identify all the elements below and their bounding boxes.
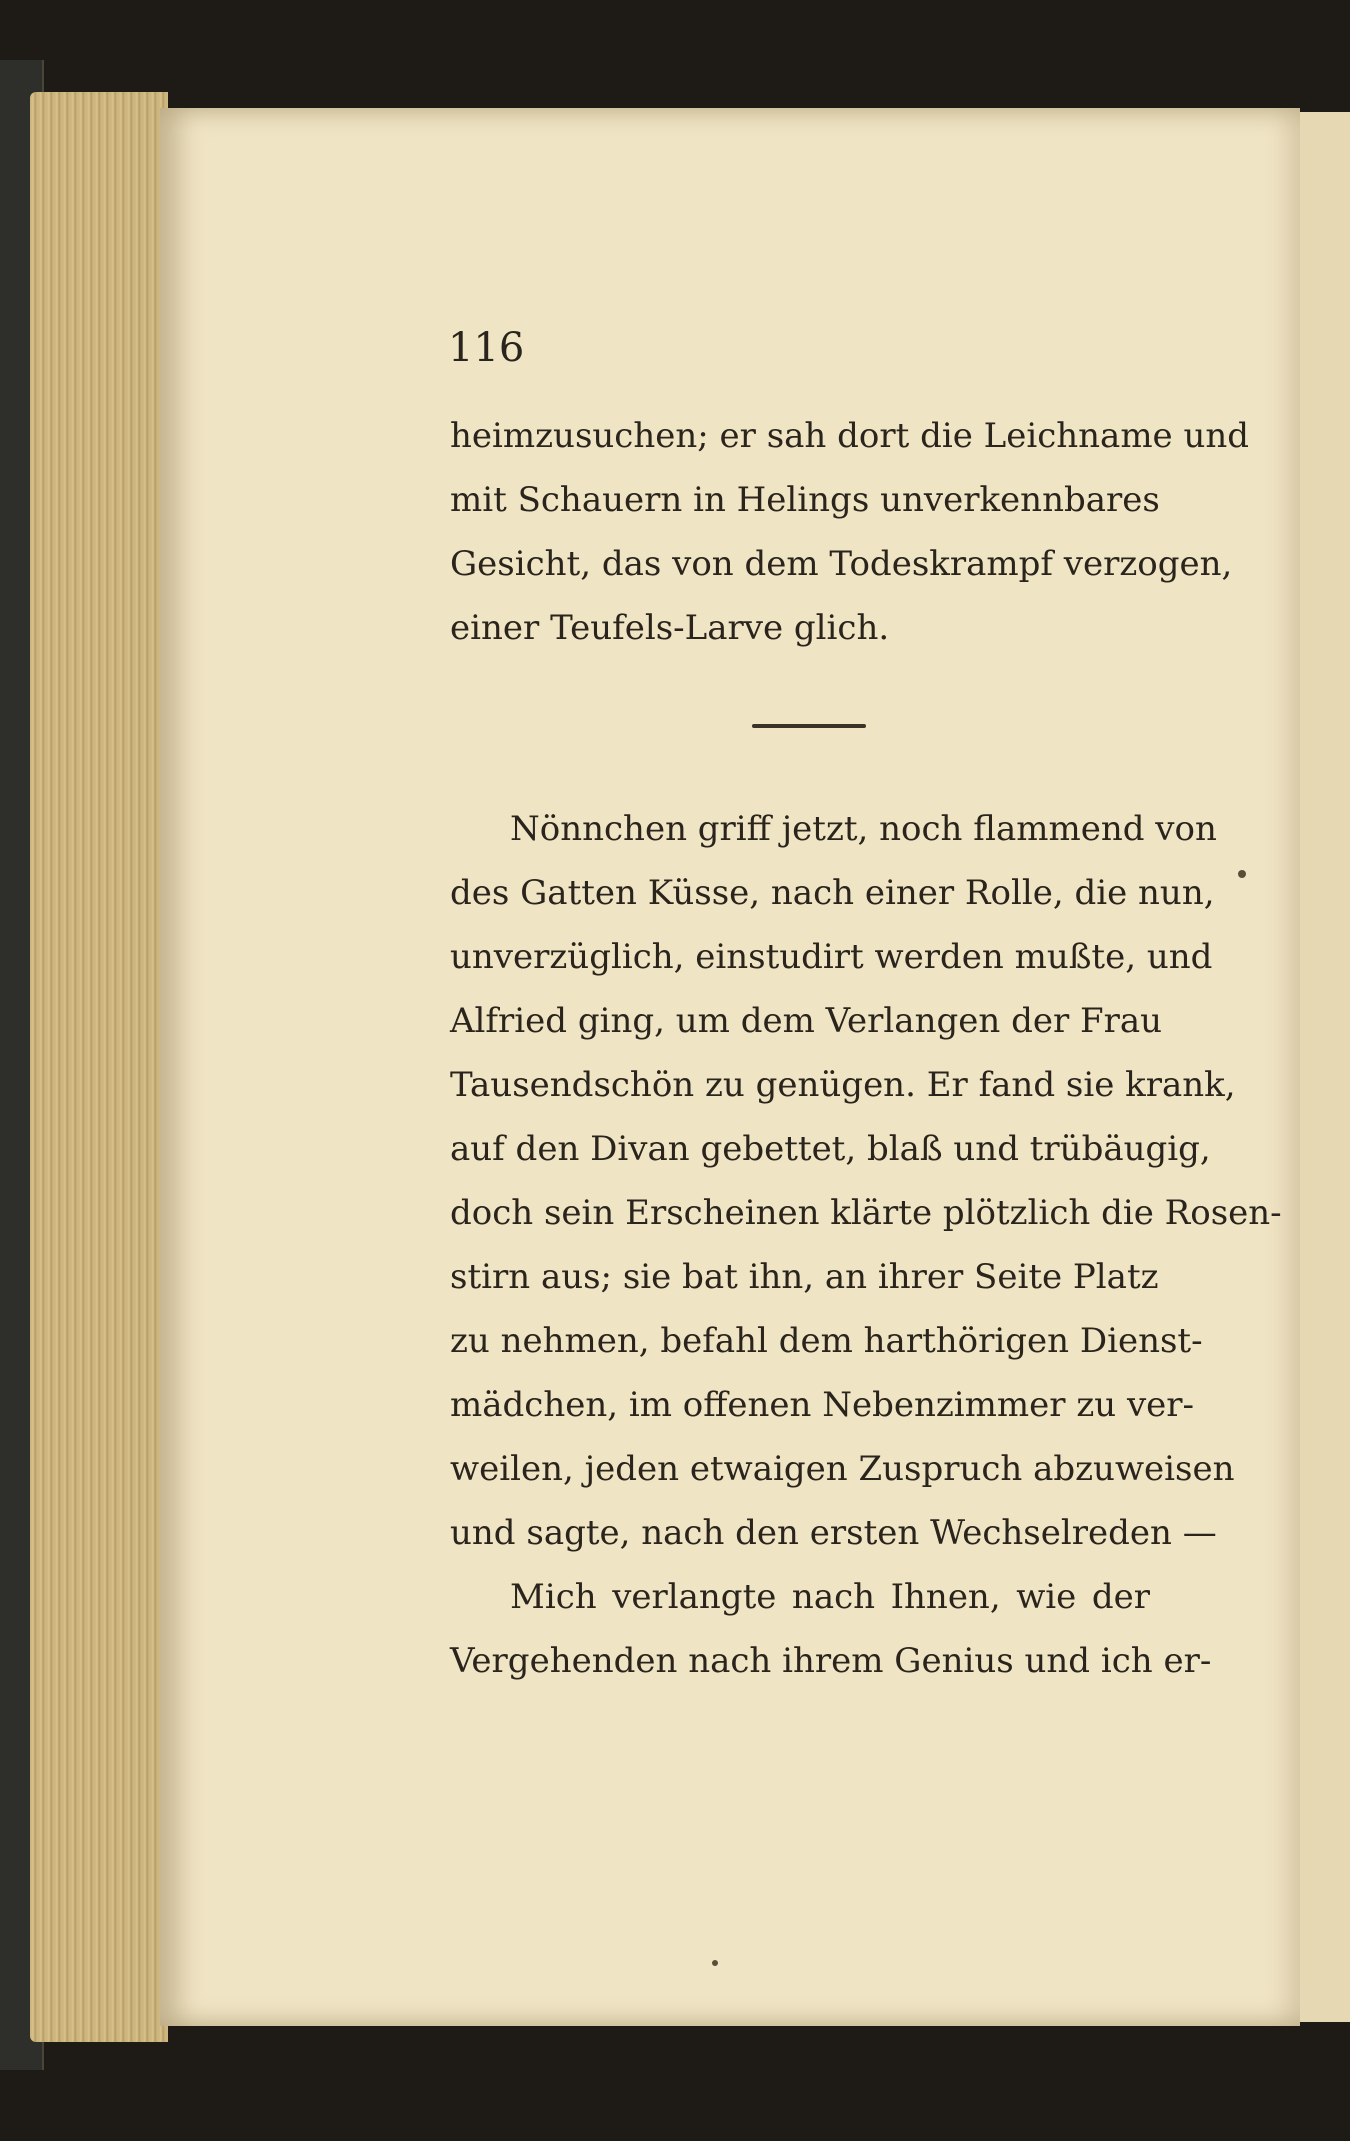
text-line: auf den Divan gebettet, blaß und trübäugig,	[450, 1129, 1211, 1169]
section-separator	[752, 724, 866, 728]
text-line: zu nehmen, befahl dem harthörigen Dienst-	[450, 1321, 1203, 1361]
paper-speck	[712, 1960, 718, 1966]
text-line: Nönnchen griff jetzt, noch flammend von	[510, 809, 1217, 849]
paper-speck	[1238, 870, 1246, 878]
page-block-edges	[30, 92, 168, 2042]
text-line: und sagte, nach den ersten Wechselreden —	[450, 1513, 1217, 1553]
text-line: Tausendschön zu genügen. Er fand sie krank,	[450, 1065, 1236, 1105]
text-line: weilen, jeden etwaigen Zuspruch abzuweisen	[450, 1449, 1235, 1489]
page-number: 116	[448, 325, 525, 371]
text-line: doch sein Erscheinen klärte plötzlich die Rosen-	[450, 1193, 1282, 1233]
text-line: Alfried ging, um dem Verlangen der Frau	[450, 1001, 1163, 1041]
text-line: des Gatten Küsse, nach einer Rolle, die nun,	[450, 873, 1215, 913]
text-line: unverzüglich, einstudirt werden mußte, und	[450, 937, 1213, 977]
text-line: Mich verlangte nach Ihnen, wie der	[510, 1577, 1150, 1617]
text-line: Vergehenden nach ihrem Genius und ich er-	[450, 1641, 1212, 1681]
text-line: heimzusuchen; er sah dort die Leichname und	[450, 416, 1250, 456]
text-line: mädchen, im offenen Nebenzimmer zu ver-	[450, 1385, 1195, 1425]
text-line: Gesicht, das von dem Todeskrampf verzogen,	[450, 544, 1233, 584]
text-line: einer Teufels-Larve glich.	[450, 608, 890, 648]
paragraph-1	[450, 404, 1250, 660]
text-line: mit Schauern in Helings unverkennbares	[450, 480, 1160, 520]
text-line: stirn aus; sie bat ihn, an ihrer Seite Platz	[450, 1257, 1159, 1297]
paragraph-2	[450, 797, 1282, 1693]
